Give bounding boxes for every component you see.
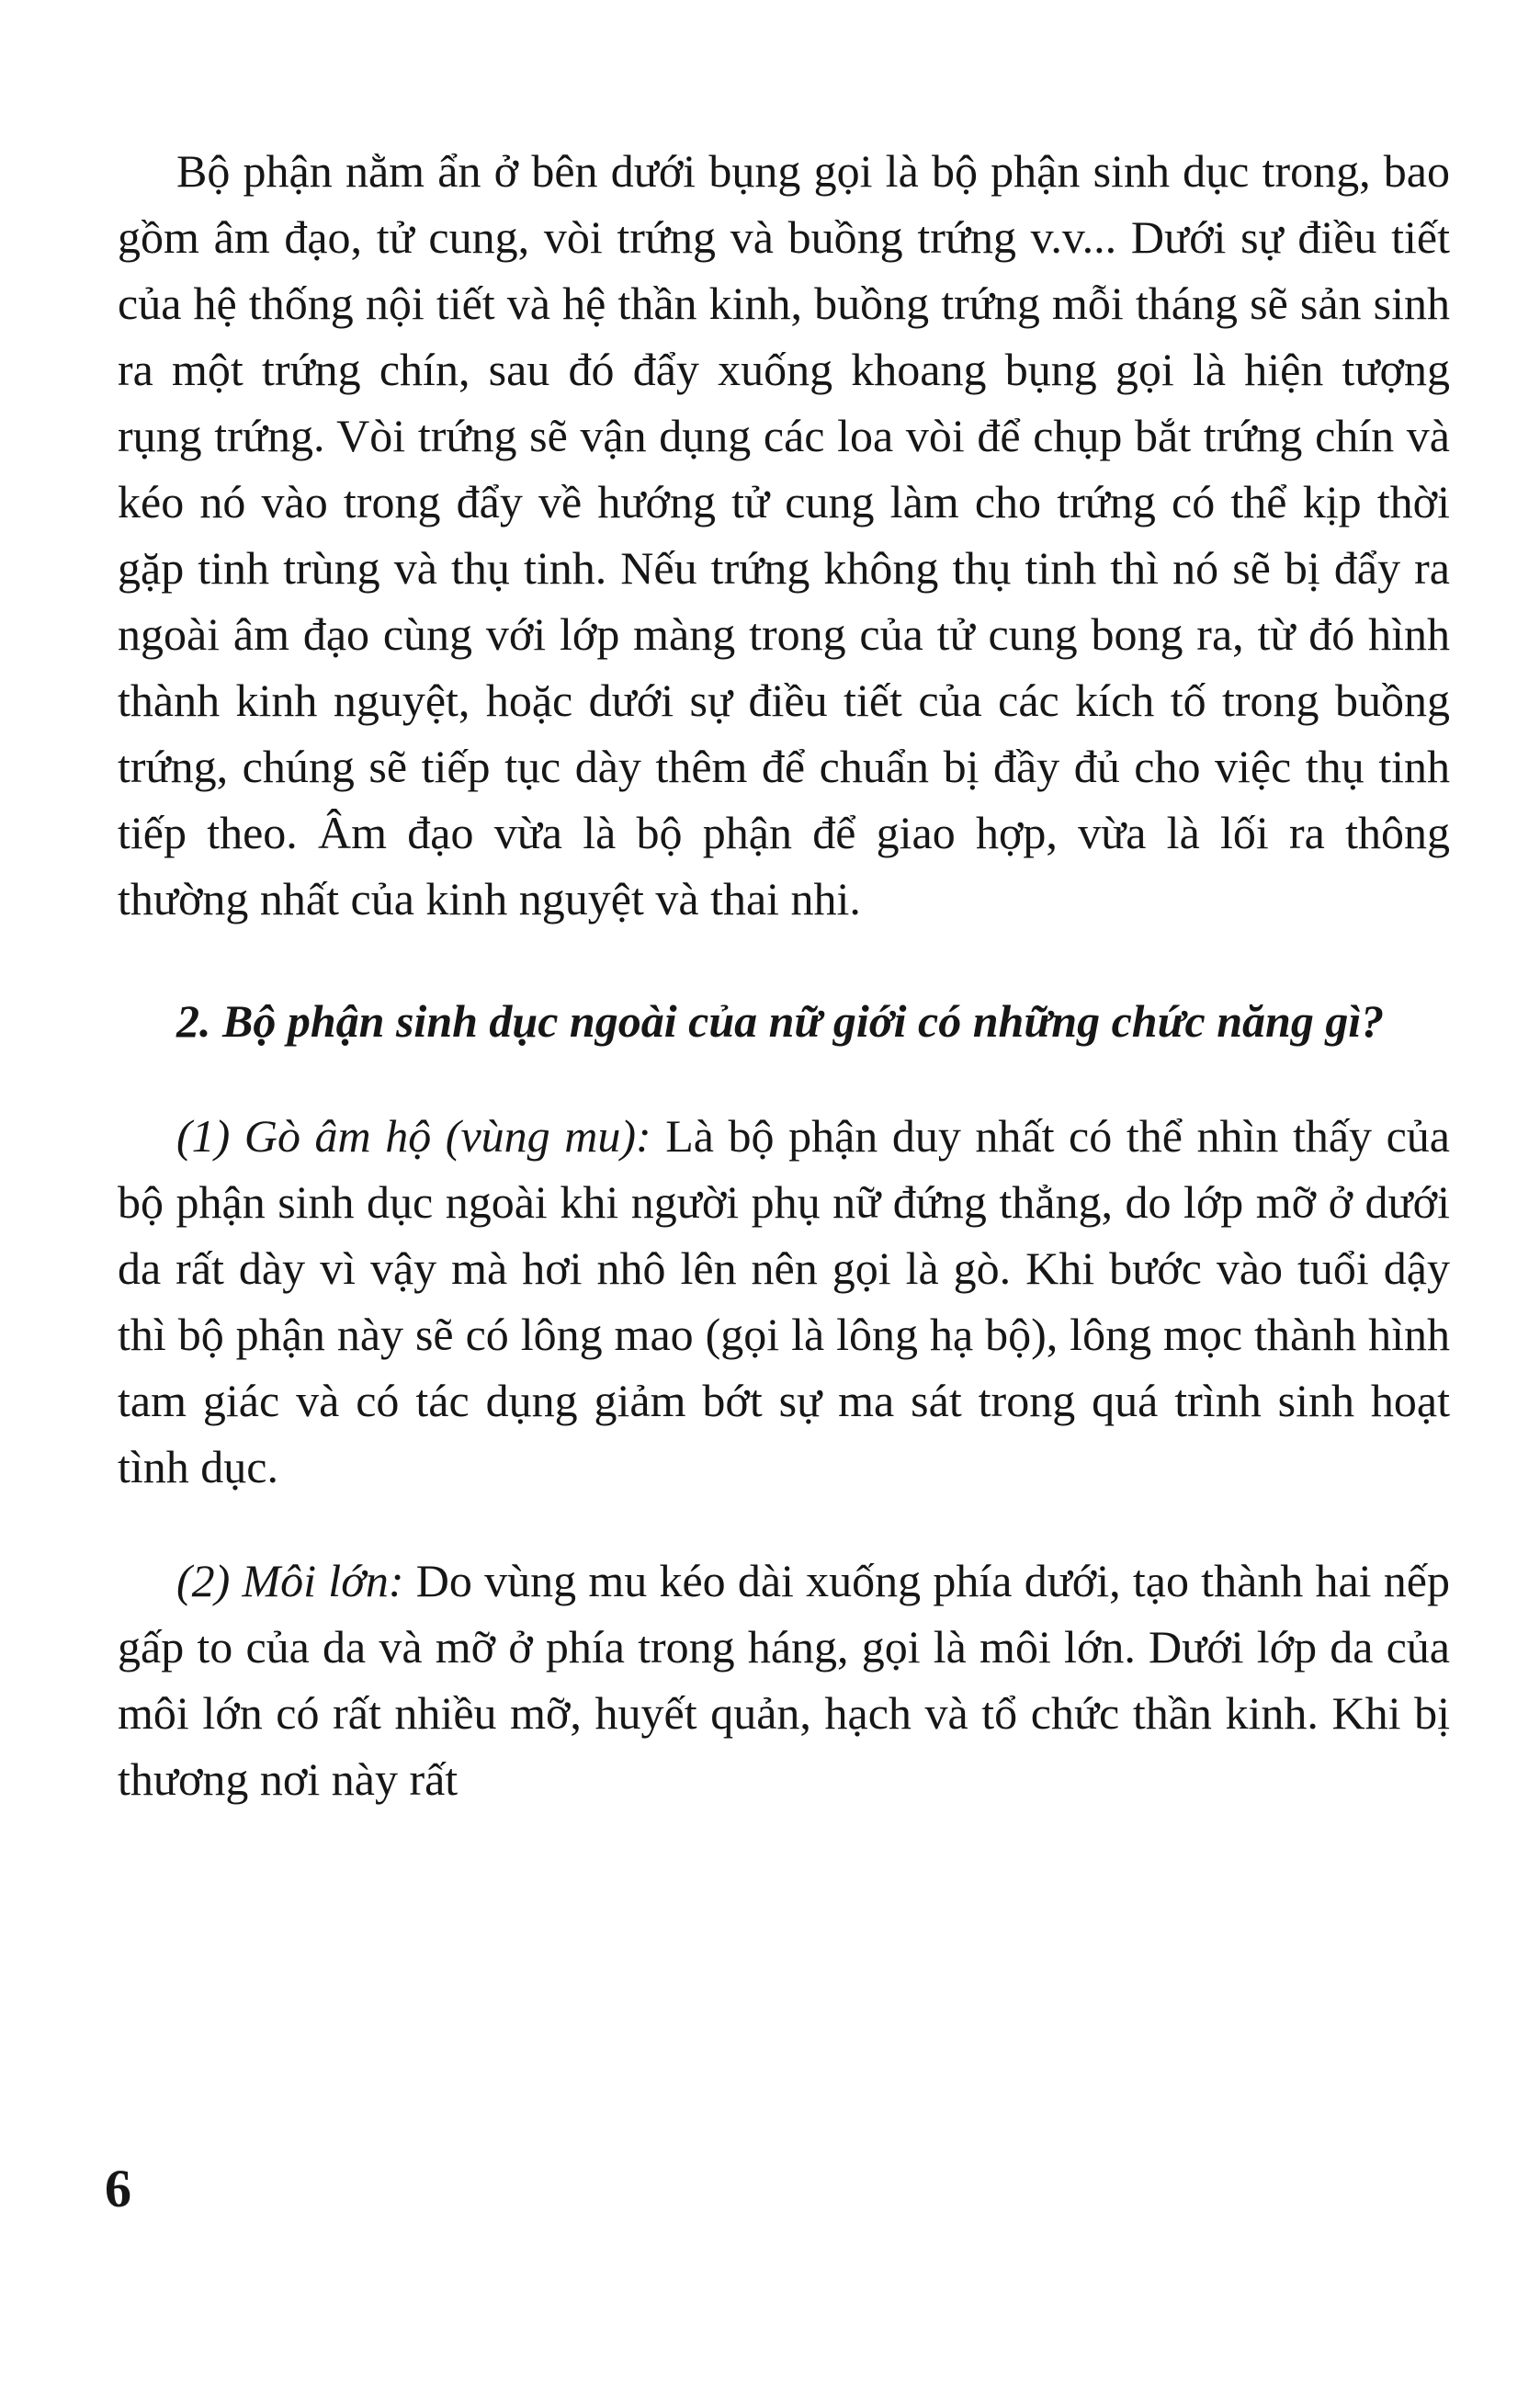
section-label-1: (1) Gò âm hộ (vùng mu): xyxy=(176,1110,651,1162)
section-text-2: Do vùng mu kéo dài xuống phía dưới, tạo thành hai nếp gấp to của da và mỡ ở phía trong háng, gọi là môi lớn. Dưới lớp da của môi lớn có rất nhiều mỡ, huyết quản, hạch và tổ chức thần kinh. Khi bị thương nơi này rất xyxy=(118,1555,1450,1805)
section-paragraph-2 xyxy=(118,1548,1450,1812)
page-content xyxy=(118,138,1450,1812)
section-paragraph-1 xyxy=(118,1103,1450,1500)
intro-paragraph: Bộ phận nằm ẩn ở bên dưới bụng gọi là bộ phận sinh dục trong, bao gồm âm đạo, tử cung, vòi trứng và buồng trứng v.v... Dưới sự điều tiết của hệ thống nội tiết và hệ thần kinh, buồng trứng mỗi tháng sẽ sản sinh ra một trứng chín, sau đó đẩy xuống khoang bụng gọi là hiện tượng rụng trứng. Vòi trứng sẽ vận dụng các loa vòi để chụp bắt trứng chín và kéo nó vào trong đẩy về hướng tử cung làm cho trứng có thể kịp thời gặp tinh trùng và thụ tinh. Nếu trứng không thụ tinh thì nó sẽ bị đẩy ra ngoài âm đạo cùng với lớp màng trong của tử cung bong ra, từ đó hình thành kinh nguyệt, hoặc dưới sự điều tiết của các kích tố trong buồng trứng, chúng sẽ tiếp tục dày thêm để chuẩn bị đầy đủ cho việc thụ tinh tiếp theo. Âm đạo vừa là bộ phận để giao hợp, vừa là lối ra thông thường nhất của kinh nguyệt và thai nhi. xyxy=(118,145,1450,924)
page-number: 6 xyxy=(105,2159,131,2218)
section-text-1: Là bộ phận duy nhất có thể nhìn thấy của bộ phận sinh dục ngoài khi người phụ nữ đứng thẳng, do lớp mỡ ở dưới da rất dày vì vậy mà hơi nhô lên nên gọi là gò. Khi bước vào tuổi dậy thì bộ phận này sẽ có lông mao (gọi là lông hạ bộ), lông mọc thành hình tam giác và có tác dụng giảm bớt sự ma sát trong quá trình sinh hoạt tình dục. xyxy=(118,1110,1450,1492)
section-label-2: (2) Môi lớn: xyxy=(176,1555,404,1606)
section-heading: 2. Bộ phận sinh dục ngoài của nữ giới có những chức năng gì? xyxy=(176,995,1385,1047)
